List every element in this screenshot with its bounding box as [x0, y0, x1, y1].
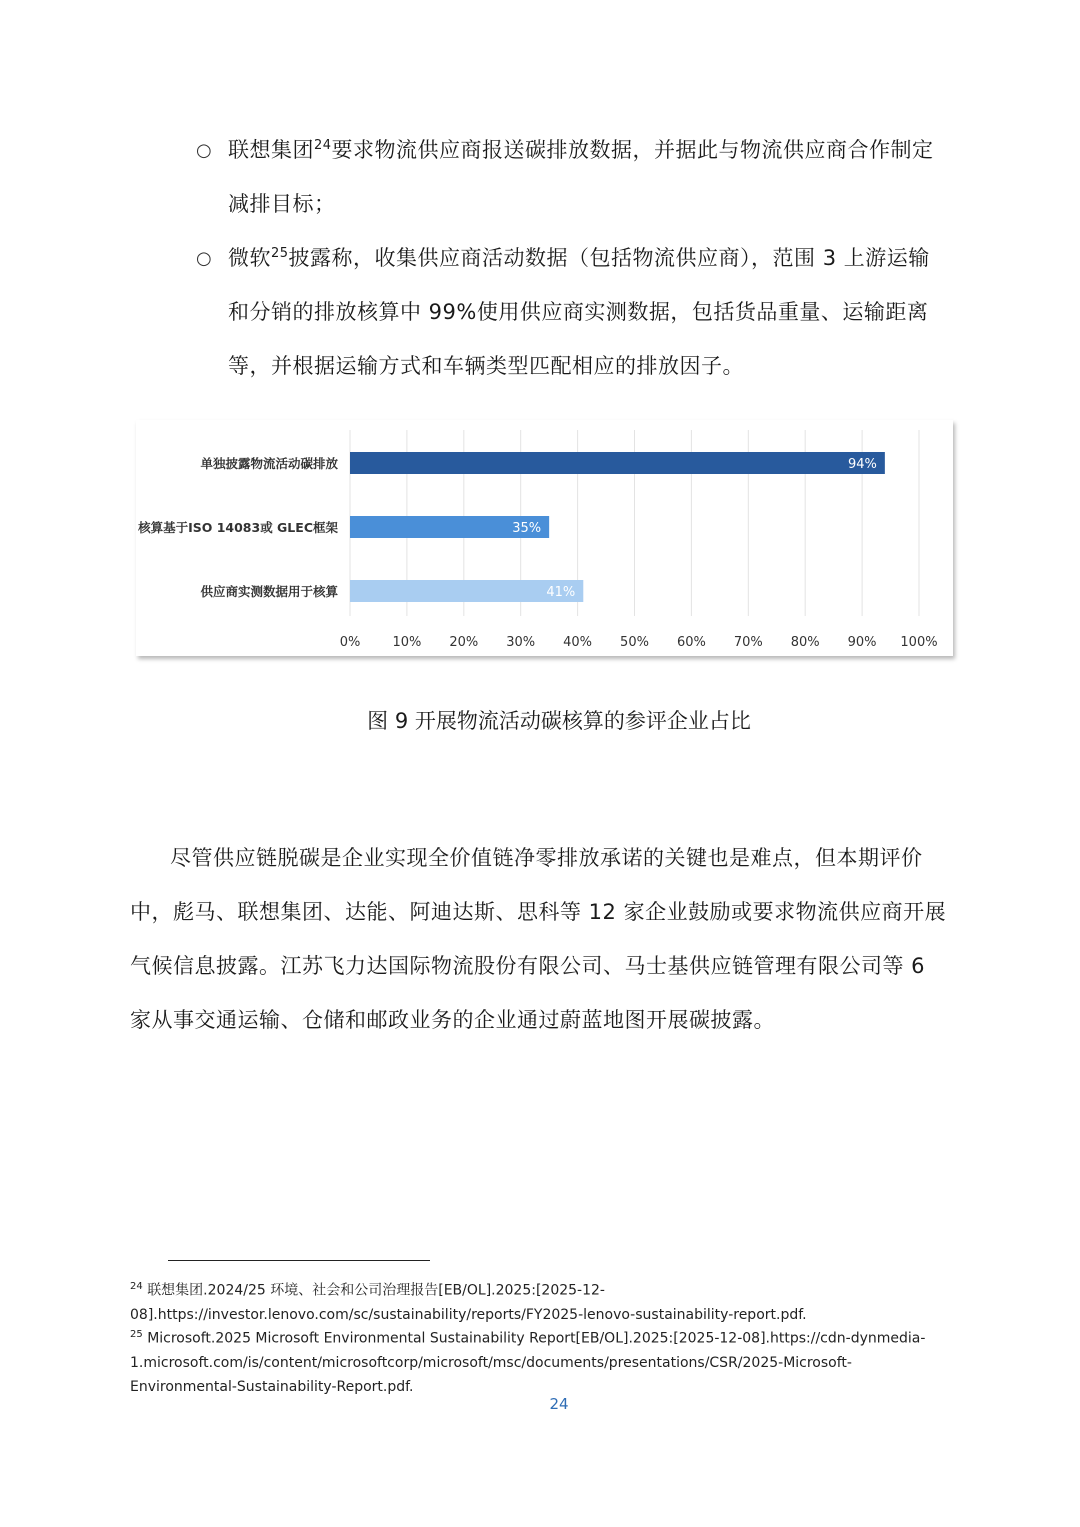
bullet-lenovo-org: 联想集团: [228, 138, 314, 162]
bar-value-label: 94%: [847, 457, 877, 472]
paragraph-line4: 家从事交通运输、仓储和邮政业务的企业通过蔚蓝地图开展碳披露。: [130, 1008, 775, 1032]
body-paragraph: [130, 831, 960, 1047]
paragraph-line2: 中，彪马、联想集团、达能、阿迪达斯、思科等 12 家企业鼓励或要求物流供应商开展: [130, 900, 947, 924]
x-tick-label: 50%: [620, 635, 649, 650]
bar: [350, 452, 885, 474]
bullet-lenovo: [228, 123, 968, 231]
footnote-24: [130, 1275, 950, 1327]
footnote-24-number: 24: [130, 1281, 143, 1292]
footnote-ref-25[interactable]: 25: [271, 246, 289, 261]
category-label: 核算基于ISO 14083或 GLEC框架: [138, 520, 338, 535]
bullet-lenovo-line2: 减排目标；: [228, 192, 336, 216]
x-tick-label: 20%: [449, 635, 479, 650]
x-tick-label: 30%: [506, 635, 536, 650]
figure-caption: 图 9 开展物流活动碳核算的参评企业占比: [367, 709, 751, 733]
bullet-lenovo-line1: [228, 123, 968, 177]
bullet-microsoft-line2: 和分销的排放核算中 99%使用供应商实测数据，包括货品重量、运输距离: [228, 300, 929, 324]
footnote-25-text1[interactable]: Microsoft.2025 Microsoft Environmental Sustainability Report[EB/OL].2025:[2025-12-08].https://cdn-dynmedia-: [147, 1330, 926, 1347]
bar-value-label: 35%: [512, 521, 542, 536]
bullet-microsoft-line1: [228, 231, 968, 285]
footnote-24-text1: 联想集团.2024/25 环境、社会和公司治理报告[EB/OL].2025:[2025-12-: [147, 1282, 605, 1299]
bar-value-label: 41%: [546, 585, 576, 600]
bullet-microsoft: [228, 231, 968, 393]
paragraph-line3: 气候信息披露。江苏飞力达国际物流股份有限公司、马士基供应链管理有限公司等 6: [130, 954, 926, 978]
x-tick-label: 60%: [676, 635, 706, 650]
x-tick-label: 0%: [339, 635, 361, 650]
footnote-ref-24[interactable]: 24: [314, 138, 332, 153]
footnote-25-line3[interactable]: Environmental-Sustainability-Report.pdf.: [130, 1378, 414, 1395]
x-tick-label: 80%: [790, 635, 820, 650]
bullet-marker-1: ○: [196, 140, 212, 161]
footnote-25-line2[interactable]: 1.microsoft.com/is/content/microsoftcorp/microsoft/msc/documents/presentations/CSR/2025-Microsoft-: [130, 1354, 852, 1371]
x-tick-label: 90%: [847, 635, 877, 650]
bullet-microsoft-text: 披露称，收集供应商活动数据（包括物流供应商），范围 3 上游运输: [288, 246, 930, 270]
category-label: 供应商实测数据用于核算: [200, 584, 338, 599]
bar-chart: [136, 420, 953, 656]
bullet-microsoft-org: 微软: [228, 246, 271, 270]
footnote-separator: [168, 1260, 430, 1261]
bar-chart-svg: [136, 420, 953, 656]
footnote-24-line1: [130, 1275, 950, 1303]
page-number: 24: [549, 1395, 569, 1413]
footnote-24-line2[interactable]: 08].https://investor.lenovo.com/sc/sustainability/reports/FY2025-lenovo-sustainability-report.pdf.: [130, 1306, 807, 1323]
x-tick-label: 70%: [733, 635, 763, 650]
bullet-microsoft-line3: 等，并根据运输方式和车辆类型匹配相应的排放因子。: [228, 354, 744, 378]
footnote-25-number: 25: [130, 1329, 143, 1340]
x-tick-label: 100%: [900, 635, 938, 650]
bullet-marker-2: ○: [196, 248, 212, 269]
footnote-25: [130, 1323, 950, 1399]
x-tick-label: 10%: [392, 635, 422, 650]
paragraph-line1: 尽管供应链脱碳是企业实现全价值链净零排放承诺的关键也是难点，但本期评价: [170, 846, 923, 870]
footnote-25-line1: [130, 1323, 950, 1351]
bullet-lenovo-text: 要求物流供应商报送碳排放数据，并据此与物流供应商合作制定: [331, 138, 934, 162]
category-label: 单独披露物流活动碳排放: [200, 456, 338, 471]
x-tick-label: 40%: [563, 635, 593, 650]
